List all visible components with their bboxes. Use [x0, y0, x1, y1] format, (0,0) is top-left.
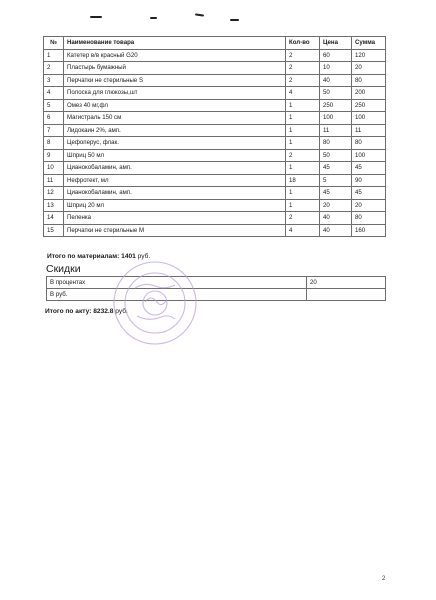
- stamp-inner-ring: [125, 273, 185, 333]
- column-header-number: №: [44, 37, 64, 50]
- cell-sum: 120: [352, 49, 386, 62]
- cell-number: 4: [44, 87, 64, 100]
- cell-price: 60: [320, 49, 352, 62]
- discount-rub-label: В руб.: [47, 289, 307, 301]
- table-row: [44, 87, 386, 100]
- discount-rub-value: [307, 289, 386, 301]
- stamp-scribble: [135, 284, 175, 288]
- cell-quantity: 2: [286, 212, 320, 225]
- round-stamp: [105, 258, 205, 348]
- cell-price: 50: [320, 87, 352, 100]
- cell-quantity: 1: [286, 187, 320, 200]
- cell-sum: 80: [352, 74, 386, 87]
- scan-artifact: [150, 17, 157, 19]
- page-number: 2: [382, 576, 386, 582]
- discount-percent-value: 20: [307, 277, 386, 289]
- cell-name: Цефоперус, флак.: [64, 137, 286, 150]
- cell-number: 10: [44, 162, 64, 175]
- cell-number: 11: [44, 174, 64, 187]
- cell-price: 5: [320, 174, 352, 187]
- cell-number: 6: [44, 112, 64, 125]
- cell-number: 9: [44, 149, 64, 162]
- cell-quantity: 4: [286, 224, 320, 237]
- table-row: [44, 62, 386, 75]
- cell-price: 80: [320, 137, 352, 150]
- items-table: [43, 36, 386, 237]
- table-row: [44, 174, 386, 187]
- cell-quantity: 18: [286, 174, 320, 187]
- cell-sum: 11: [352, 124, 386, 137]
- total-materials-unit: руб.: [137, 253, 151, 260]
- cell-price: 20: [320, 199, 352, 212]
- cell-sum: 100: [352, 149, 386, 162]
- cell-name: Магистраль 150 см: [64, 112, 286, 125]
- cell-name: Шприц 50 мл: [64, 149, 286, 162]
- cell-number: 13: [44, 199, 64, 212]
- column-header-price: Цена: [320, 37, 352, 50]
- cell-price: 40: [320, 212, 352, 225]
- cell-name: Омез 40 мг,фл: [64, 99, 286, 112]
- cell-price: 50: [320, 149, 352, 162]
- table-row: [44, 74, 386, 87]
- cell-sum: 80: [352, 212, 386, 225]
- table-row: [44, 149, 386, 162]
- cell-quantity: 2: [286, 74, 320, 87]
- discount-row-rub: [47, 289, 386, 301]
- cell-quantity: 1: [286, 199, 320, 212]
- cell-number: 8: [44, 137, 64, 150]
- cell-sum: 20: [352, 62, 386, 75]
- cell-sum: 80: [352, 137, 386, 150]
- table-row: [44, 224, 386, 237]
- table-row: [44, 162, 386, 175]
- discounts-title: Скидки: [46, 263, 81, 275]
- cell-sum: 20: [352, 199, 386, 212]
- cell-sum: 90: [352, 174, 386, 187]
- cell-number: 12: [44, 187, 64, 200]
- cell-price: 250: [320, 99, 352, 112]
- table-row: [44, 212, 386, 225]
- cell-price: 45: [320, 187, 352, 200]
- cell-name: Пластырь бумажный: [64, 62, 286, 75]
- table-row: [44, 49, 386, 62]
- cell-sum: 250: [352, 99, 386, 112]
- cell-price: 40: [320, 224, 352, 237]
- discounts-table: [46, 276, 386, 301]
- cell-quantity: 1: [286, 162, 320, 175]
- cell-sum: 45: [352, 187, 386, 200]
- discount-percent-label: В процентах: [47, 277, 307, 289]
- cell-name: Цианокобаламин, амп.: [64, 162, 286, 175]
- total-act-value: 8232.8: [93, 308, 114, 315]
- table-row: [44, 199, 386, 212]
- total-materials-value: 1401: [121, 253, 136, 260]
- cell-name: Шприц 20 мл: [64, 199, 286, 212]
- cell-quantity: 1: [286, 112, 320, 125]
- cell-name: Лидокаин 2%, амп.: [64, 124, 286, 137]
- cell-quantity: 2: [286, 62, 320, 75]
- cell-name: Перчатки не стерильные S: [64, 74, 286, 87]
- cell-number: 14: [44, 212, 64, 225]
- column-header-sum: Сумма: [352, 37, 386, 50]
- cell-name: Пеленка: [64, 212, 286, 225]
- stamp-scribble: [137, 316, 175, 319]
- cell-quantity: 2: [286, 49, 320, 62]
- cell-price: 100: [320, 112, 352, 125]
- cell-name: Цианокобаламин, амп.: [64, 187, 286, 200]
- items-table-header-row: [44, 37, 386, 50]
- table-row: [44, 137, 386, 150]
- scan-artifact: [90, 16, 102, 18]
- stamp-scribble: [145, 298, 167, 305]
- stamp-outer-ring: [114, 262, 196, 344]
- cell-quantity: 1: [286, 124, 320, 137]
- cell-quantity: 2: [286, 149, 320, 162]
- cell-price: 45: [320, 162, 352, 175]
- total-act-unit: руб.: [115, 308, 128, 315]
- cell-name: Нефротект, мл: [64, 174, 286, 187]
- cell-sum: 160: [352, 224, 386, 237]
- cell-number: 2: [44, 62, 64, 75]
- table-row: [44, 99, 386, 112]
- table-row: [44, 187, 386, 200]
- scan-artifact: [195, 13, 204, 16]
- cell-number: 5: [44, 99, 64, 112]
- cell-number: 7: [44, 124, 64, 137]
- cell-number: 1: [44, 49, 64, 62]
- cell-sum: 200: [352, 87, 386, 100]
- table-row: [44, 124, 386, 137]
- table-row: [44, 112, 386, 125]
- cell-number: 3: [44, 74, 64, 87]
- cell-price: 11: [320, 124, 352, 137]
- column-header-quantity: Кол-во: [286, 37, 320, 50]
- cell-sum: 45: [352, 162, 386, 175]
- items-table-body: [44, 49, 386, 237]
- cell-name: Перчатки не стерильные M: [64, 224, 286, 237]
- cell-quantity: 4: [286, 87, 320, 100]
- column-header-name: Наименование товара: [64, 37, 286, 50]
- total-materials-label: Итого по материалам:: [47, 253, 120, 260]
- cell-sum: 100: [352, 112, 386, 125]
- total-act-label: Итого по акту:: [45, 308, 92, 315]
- scan-artifact: [230, 19, 239, 21]
- cell-name: Полоска для глюкозы,шт: [64, 87, 286, 100]
- cell-price: 40: [320, 74, 352, 87]
- cell-number: 15: [44, 224, 64, 237]
- discount-row-percent: [47, 277, 386, 289]
- cell-quantity: 1: [286, 99, 320, 112]
- cell-price: 10: [320, 62, 352, 75]
- cell-quantity: 1: [286, 137, 320, 150]
- cell-name: Катетер в/в красный G20: [64, 49, 286, 62]
